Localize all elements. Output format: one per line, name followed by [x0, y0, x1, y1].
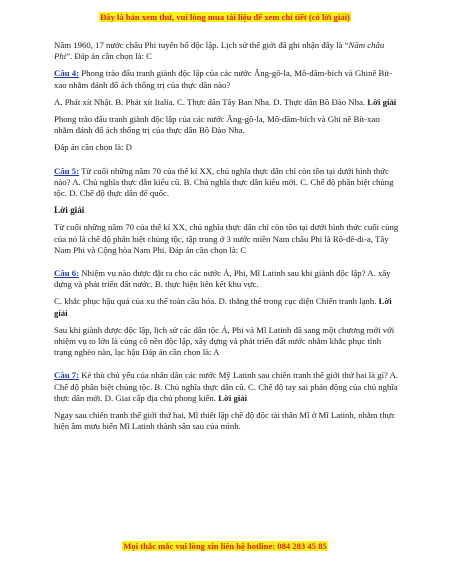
q5-question	[54, 166, 401, 200]
intro-italic: Năm châu Phi	[54, 40, 385, 62]
q7-solution-label: Lời giải	[218, 392, 248, 403]
q4-solution-label: Lời giải	[367, 96, 397, 107]
q6-solution-label: Lời giải	[54, 296, 392, 318]
q6-options	[54, 296, 401, 318]
preview-banner	[0, 12, 450, 22]
document-body	[54, 40, 401, 438]
q6-options-text: C. khắc phục hậu quả của xu thế toàn cầu hóa. D. thắng thế trong cục diện Chiến tranh lạnh.	[54, 296, 377, 307]
intro-text: Năm 1960, 17 nước châu Phi tuyên bố độc lập. Lịch sử thế giới đã ghi nhận đây là “	[54, 40, 349, 50]
hotline-banner	[0, 541, 450, 551]
q7-question	[54, 370, 401, 404]
q4-solution: Phong trào đấu tranh giành độc lập của các nước Ăng-gô-la, Mô-dăm-bích và Ghi nê Bít-xao nhằm đánh đổ ách thống trị của thực dân Bồ Đào Nha.	[54, 114, 380, 136]
q4-options-text: A. Phát xít Nhật. B. Phát xít Italia. C. Thực dân Tây Ban Nha. D. Thực dân Bồ Đào Nha.	[54, 96, 366, 107]
q7-solution: Ngay sau chiến tranh thế giới thứ hai, Mĩ thiết lập chế độ độc tài thân Mĩ ở Mĩ Latinh, nhằm thực hiện âm mưu biến Mĩ Latinh thành sân sau của mình.	[54, 410, 396, 432]
q5-label: Câu 5:	[54, 165, 80, 176]
preview-banner-text: Đây là bản xem thử, vui lòng mua tài liệu để xem chi tiết (có lời giải)	[100, 12, 350, 22]
q5-solution: Từ cuối những năm 70 của thế kỉ XX, chủ nghĩa thực dân chỉ còn tồn tại dưới hình thức cuối cùng của nó là chế độ phân biệt chủng tộc, tập trung ở 3 nước miền Nam châu Phi là Rô-đê-di-a, Tây Nam Phi và Cộng hòa Nam Phi. Đáp án cần chọn là: C	[54, 222, 399, 255]
q6-text: Nhiệm vụ nào được đặt ra cho các nước Á, Phi, Mĩ Latinh sau khi giành độc lập? A. xây dựng và phát triển đất nước. B. thực hiện liên kết khu vực.	[54, 268, 391, 290]
q7-label: Câu 7:	[54, 370, 80, 381]
hotline-banner-text: Mọi thắc mắc vui lòng xin liên hệ hotline: 084 283 45 85	[123, 541, 327, 551]
q4-label: Câu 4:	[54, 68, 80, 79]
q4-answer: Đáp án cần chọn là: D	[54, 142, 132, 153]
q6-question	[54, 268, 401, 290]
intro-paragraph	[54, 40, 401, 62]
q4-text: Phong trào đấu tranh giành độc lập của các nước Ăng-gô-la, Mô-dăm-bích và Ghinê Bít-xao nhằm đánh đổ ách thống trị của thực dân nào?	[54, 68, 393, 90]
q4-question	[54, 68, 401, 90]
intro-answer: ”. Đáp án cần chọn là: C	[66, 51, 152, 62]
q6-label: Câu 6:	[54, 268, 80, 279]
q5-text: Từ cuối những năm 70 của thế kỉ XX, chủ nghĩa thực dân chỉ còn tồn tại dưới hình thức nào? A. Chủ nghĩa thực dân kiểu cũ. B. Chủ nghĩa thực dân kiểu mới. C. Chế độ phân biệt chủng tộc. D. Chế độ thực dân để quốc.	[54, 165, 394, 199]
q4-options	[54, 97, 401, 108]
q5-solution-label: Lời giải	[54, 205, 85, 216]
q7-text: Kẻ thù chủ yếu của nhân dân các nước Mỹ Latinh sau chiến tranh thế giới thứ hai là gì? A. Chế độ phân biệt chủng tộc. B. Chủ nghĩa thực dân cũ. C. Chế độ tay sai phản động của chủ nghĩa thực dân mới. D. Giai cấp địa chủ phong kiến.	[54, 370, 399, 403]
q6-solution: Sau khi giành được độc lập, lịch sử các dân tộc Á, Phi và Mĩ Latinh đã sang một chương mới với nhiệm vụ to lớn là củng cố nền độc lập, xây dựng và phát triển đất nước nhằm khắc phục tình trạng nghèo nàn, lạc hậu Đáp án cần chọn là: A	[54, 324, 395, 358]
